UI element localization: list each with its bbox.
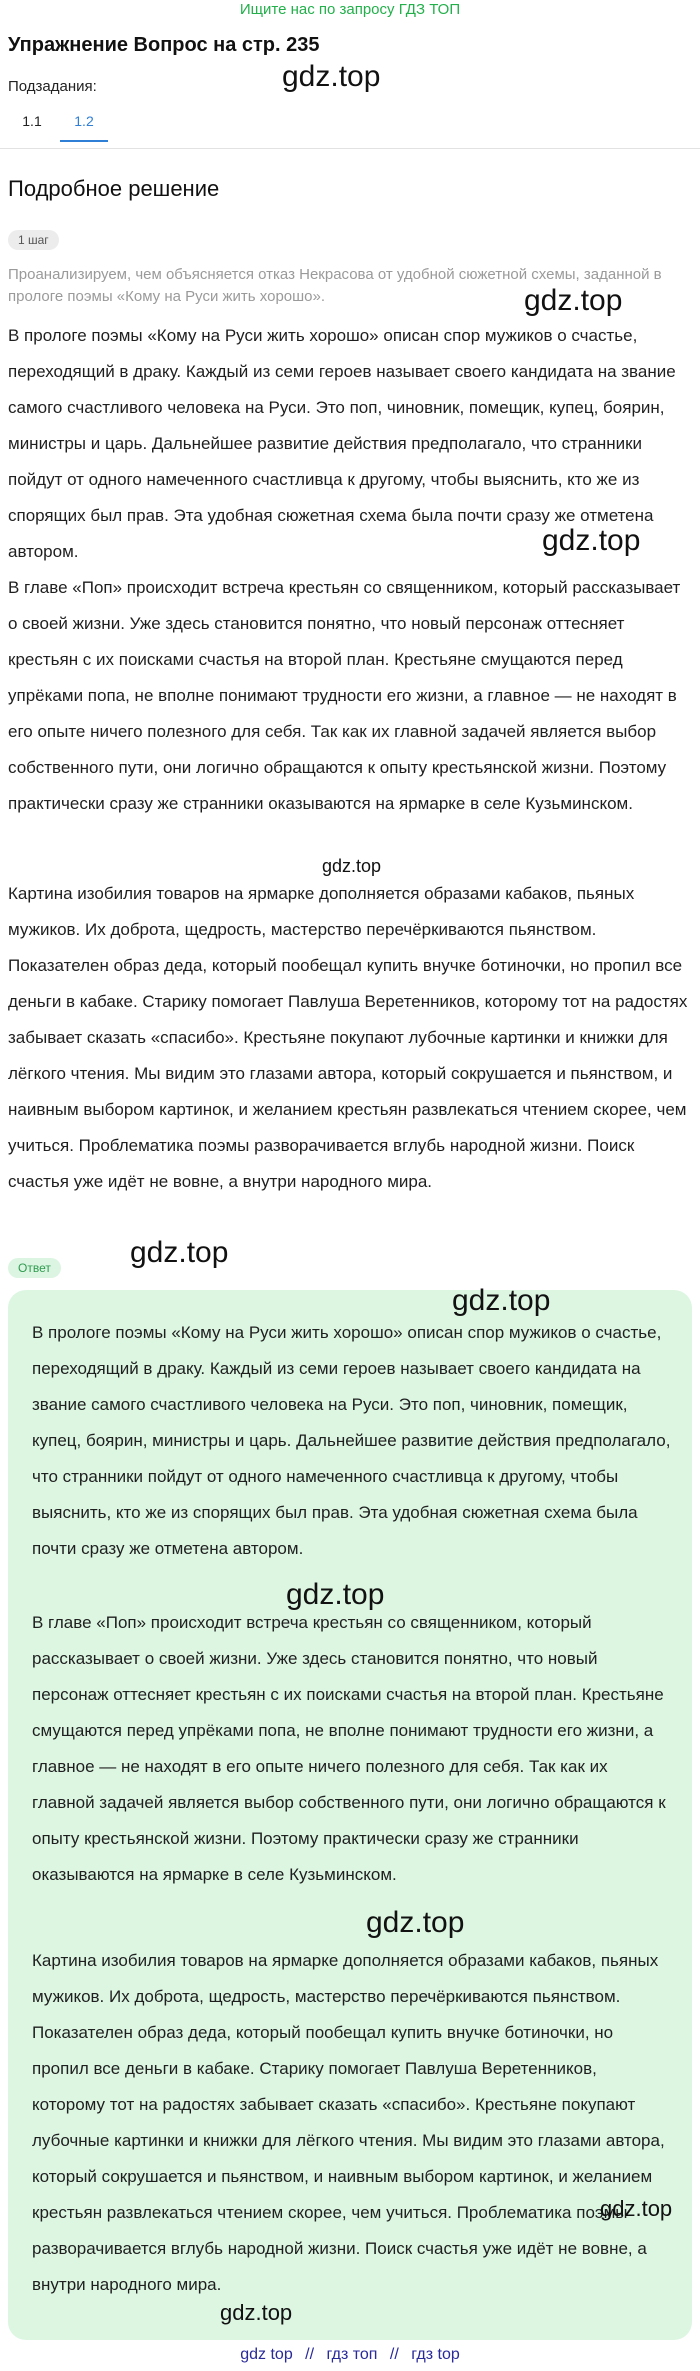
divider	[0, 148, 700, 149]
tab-1-2[interactable]: 1.2	[60, 106, 108, 142]
watermark: gdz.top	[452, 1284, 551, 1317]
solution-paragraph-3: Картина изобилия товаров на ярмарке дополняется образами кабаков, пьяных мужиков. Их доброта, щедрость, мастерство перечёркиваются пьянством. Показателен образ деда, который пообещал купить внучке ботиночки, но пропил все деньги в кабаке. Старику помогает Павлуша Веретенников, которому тот на радостях забывает сказать «спасибо». Крестьяне покупают лубочные картинки и книжки для лёгкого чтения. Мы видим это глазами автора, который сокрушается и пьянством, и наивным выбором картинок, и желанием крестьян развлекаться чтением скорее, чем учиться. Проблематика поэмы разворачивается вглубь народной жизни. Поиск счастья уже идёт не вовне, а внутри народного мира.	[8, 884, 688, 1191]
watermark: gdz.top	[542, 524, 641, 557]
watermark: gdz.top	[286, 1578, 385, 1611]
footer-links	[0, 2346, 700, 2364]
watermark: gdz.top	[524, 284, 623, 317]
intro-text: Проанализируем, чем объясняется отказ Некрасова от удобной сюжетной схемы, заданной в прологе поэмы «Кому на Руси жить хорошо».	[8, 266, 662, 305]
footer-separator: //	[305, 2346, 315, 2363]
watermark: gdz.top	[322, 856, 382, 876]
solution-paragraph-2: В главе «Поп» происходит встреча крестьян со священником, который рассказывает о своей жизни. Уже здесь становится понятно, что новый персонаж оттесняет крестьян с их поисками счастья на второй план. Крестьяне смущаются перед упрёками попа, не вполне понимают трудности его жизни, а главное — не находят в его опыте ничего полезного для себя. Так как их главной задачей является выбор собственного пути, они логично обращаются к опыту крестьянской жизни. Поэтому практически сразу же странники оказываются на ярмарке в селе Кузьминском.	[8, 578, 681, 813]
watermark: gdz.top	[220, 2300, 293, 2325]
page-title: Упражнение Вопрос на стр. 235	[8, 34, 320, 56]
tab-1-1[interactable]: 1.1	[22, 113, 42, 129]
watermark: gdz.top	[282, 60, 381, 93]
footer-separator: //	[389, 2346, 399, 2363]
footer-link-1[interactable]: gdz top	[240, 2346, 293, 2363]
footer-link-3[interactable]: гдз top	[411, 2346, 460, 2363]
solution-paragraph-1: В прологе поэмы «Кому на Руси жить хорошо» описан спор мужиков о счастье, переходящий в драку. Каждый из семи героев называет своего кандидата на звание самого счастливого человека на Руси. Это поп, чиновник, помещик, купец, боярин, министры и царь. Дальнейшее развитие действия предполагало, что странники пойдут от одного намеченного счастливца к другому, чтобы выяснить, кто же из спорящих был прав. Эта удобная сюжетная схема была почти сразу же отметена автором.	[8, 326, 676, 561]
search-hint-banner: Ищите нас по запросу ГДЗ ТОП	[239, 1, 461, 18]
section-title: Подробное решение	[8, 176, 220, 201]
answer-paragraph-2: В главе «Поп» происходит встреча крестьян со священником, который рассказывает о своей жизни. Уже здесь становится понятно, что новый персонаж оттесняет крестьян с их поисками счастья на второй план. Крестьяне смущаются перед упрёками попа, не вполне понимают трудности его жизни, а главное — не находят в его опыте ничего полезного для себя. Так как их главной задачей является выбор собственного пути, они логично обращаются к опыту крестьянской жизни. Поэтому практически сразу же странники оказываются на ярмарке в селе Кузьминском.	[32, 1613, 666, 1884]
step-badge: 1 шаг	[8, 230, 59, 250]
subtasks-label: Подзадания:	[8, 78, 97, 95]
watermark: gdz.top	[366, 1906, 465, 1939]
answer-paragraph-1: В прологе поэмы «Кому на Руси жить хорошо» описан спор мужиков о счастье, переходящий в драку. Каждый из семи героев называет своего кандидата на звание самого счастливого человека на Руси. Это поп, чиновник, помещик, купец, боярин, министры и царь. Дальнейшее развитие действия предполагало, что странники пойдут от одного намеченного счастливца к другому, чтобы выяснить, кто же из спорящих был прав. Эта удобная сюжетная схема была почти сразу же отметена автором.	[32, 1323, 671, 1558]
watermark: gdz.top	[600, 2196, 673, 2221]
answer-badge: Ответ	[8, 1258, 61, 1278]
watermark: gdz.top	[130, 1236, 229, 1269]
footer-link-2[interactable]: гдз топ	[326, 2346, 378, 2363]
answer-paragraph-3: Картина изобилия товаров на ярмарке дополняется образами кабаков, пьяных мужиков. Их доброта, щедрость, мастерство перечёркиваются пьянством. Показателен образ деда, который пообещал купить внучке ботиночки, но пропил все деньги в кабаке. Старику помогает Павлуша Веретенников, которому тот на радостях забывает сказать «спасибо». Крестьяне покупают лубочные картинки и книжки для лёгкого чтения. Мы видим это глазами автора, который сокрушается и пьянством, и наивным выбором картинок, и желанием крестьян развлекаться чтением скорее, чем учиться. Проблематика поэмы разворачивается вглубь народной жизни. Поиск счастья уже идёт не вовне, а внутри народного мира.	[32, 1951, 665, 2294]
